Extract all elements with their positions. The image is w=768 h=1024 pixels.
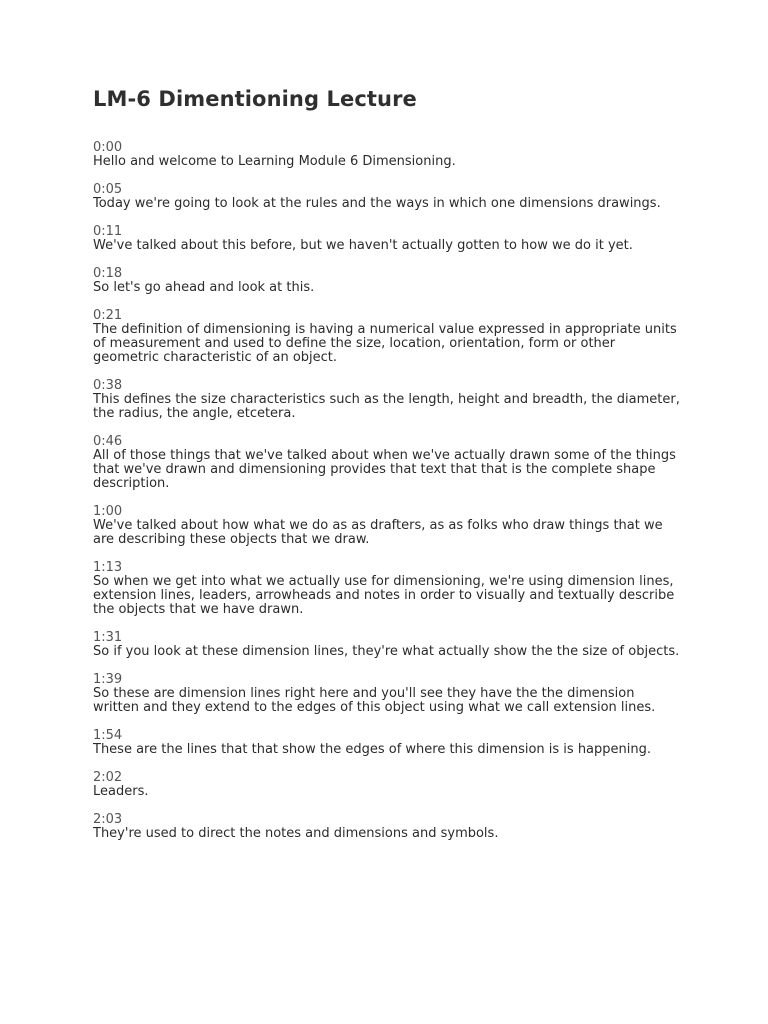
transcript-text: We've talked about this before, but we haven't actually gotten to how we do it yet. [93,238,633,253]
transcript-entry [93,225,683,253]
transcript-text: Hello and welcome to Learning Module 6 Dimensioning. [93,154,456,169]
transcript-entry [93,631,683,659]
transcript-text: So when we get into what we actually use for dimensioning, we're using dimension lines, extension lines, leaders, arrowheads and notes in order to visually and textually describe the objects that we have drawn. [93,574,675,617]
transcript-text: They're used to direct the notes and dimensions and symbols. [93,826,499,841]
timestamp: 0:21 [93,308,123,323]
timestamp: 0:38 [93,378,123,393]
transcript-entry [93,379,683,421]
transcript-text: We've talked about how what we do as as drafters, as as folks who draw things that we are describing these objects that we draw. [93,518,663,547]
transcript-entry [93,729,683,757]
transcript-text: So these are dimension lines right here and you'll see they have the the dimension written and they extend to the edges of this object using what we call extension lines. [93,686,656,715]
transcript-text: So let's go ahead and look at this. [93,280,315,295]
transcript-text: The definition of dimensioning is having a numerical value expressed in appropriate units of measurement and used to define the size, location, orientation, form or other geometric characteristic of an object. [93,322,677,365]
timestamp: 1:00 [93,504,123,519]
transcript-entry [93,435,683,491]
timestamp: 1:54 [93,728,123,743]
transcript-entry [93,309,683,365]
transcript-entry [93,267,683,295]
document-page [93,86,683,855]
transcript-entry [93,183,683,211]
timestamp: 0:00 [93,140,123,155]
transcript-entry [93,771,683,799]
transcript-text: So if you look at these dimension lines, they're what actually show the the size of objects. [93,644,680,659]
timestamp: 0:11 [93,224,123,239]
timestamp: 1:39 [93,672,123,687]
timestamp: 1:31 [93,630,123,645]
document-title: LM-6 Dimentioning Lecture [93,87,417,111]
timestamp: 0:18 [93,266,123,281]
transcript-text: Today we're going to look at the rules and the ways in which one dimensions drawings. [93,196,661,211]
timestamp: 1:13 [93,560,123,575]
transcript-entry [93,141,683,169]
transcript-entry [93,673,683,715]
timestamp: 0:05 [93,182,123,197]
transcript-entry [93,813,683,841]
transcript-entry [93,561,683,617]
timestamp: 2:02 [93,770,123,785]
timestamp: 2:03 [93,812,123,827]
transcript-text: These are the lines that that show the edges of where this dimension is is happening. [93,742,652,757]
transcript-text: Leaders. [93,784,149,799]
timestamp: 0:46 [93,434,123,449]
transcript-entry [93,505,683,547]
transcript-text: This defines the size characteristics such as the length, height and breadth, the diameter, the radius, the angle, etcetera. [93,392,680,421]
transcript-text: All of those things that we've talked about when we've actually drawn some of the things that we've drawn and dimensioning provides that text that that is the complete shape description. [93,448,676,491]
